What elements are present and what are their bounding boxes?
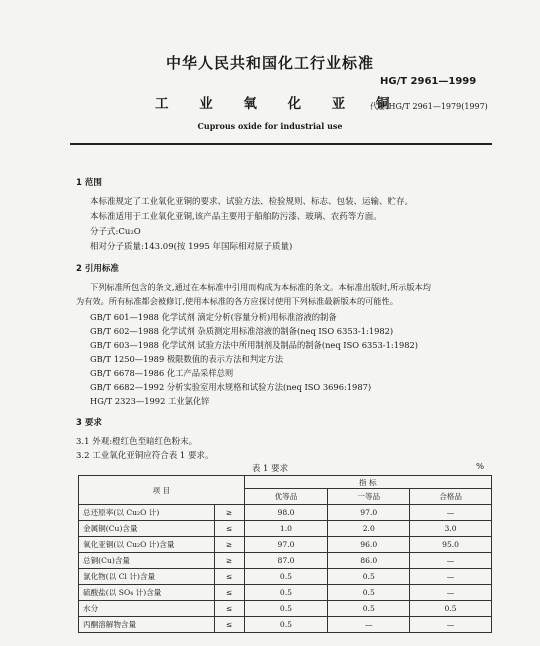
row-name: 金属铜(Cu)含量 (79, 521, 215, 537)
row-name: 氯化物(以 Cl 计)含量 (79, 569, 215, 585)
section-3-heading: 3 要求 (76, 418, 102, 428)
row-name: 硫酸盐(以 SO₄ 计)含量 (79, 585, 215, 601)
row-operator: ≤ (214, 521, 244, 537)
row-value: 97.0 (244, 537, 328, 553)
row-name: 水分 (79, 601, 215, 617)
table-header-grade: 合格品 (410, 489, 492, 505)
row-operator: ≥ (214, 553, 244, 569)
row-value: 2.0 (328, 521, 410, 537)
reference-item: GB/T 6682—1992 分析实验室用水规格和试验方法(neq ISO 3696:1987) (90, 382, 372, 392)
row-value: 0.5 (244, 585, 328, 601)
table-row (79, 585, 492, 601)
table-header-index: 指 标 (244, 476, 491, 489)
table-row (79, 553, 492, 569)
table-header-grade: 优等品 (244, 489, 328, 505)
row-value: 0.5 (328, 569, 410, 585)
row-value: 0.5 (244, 617, 328, 633)
table-caption: 表 1 要求 (251, 464, 289, 474)
row-operator: ≤ (214, 569, 244, 585)
row-name: 丙酮溶解物含量 (79, 617, 215, 633)
table-row (79, 617, 492, 633)
reference-item: GB/T 6678—1986 化工产品采样总则 (90, 368, 234, 378)
section-1-line: 分子式:Cu₂O (90, 227, 141, 237)
section-1-line: 本标准规定了工业氧化亚铜的要求、试验方法、检验规则、标志、包装、运输、贮存。 (90, 197, 414, 207)
row-value: 3.0 (410, 521, 492, 537)
table-row (79, 521, 492, 537)
row-operator: ≤ (214, 617, 244, 633)
section-1-heading: 1 范围 (76, 178, 102, 188)
table-header-grade: 一等品 (328, 489, 410, 505)
national-standard-title: 中华人民共和国化工行业标准 (165, 54, 374, 72)
row-value: 97.0 (328, 505, 410, 521)
row-name: 总还原率(以 Cu₂O 计) (79, 505, 215, 521)
row-value: 86.0 (328, 553, 410, 569)
row-value: — (410, 617, 492, 633)
row-value: 0.5 (328, 585, 410, 601)
table-unit: % (476, 462, 485, 472)
row-value: — (328, 617, 410, 633)
row-operator: ≤ (214, 601, 244, 617)
section-2-heading: 2 引用标准 (76, 264, 119, 274)
row-value: 0.5 (244, 601, 328, 617)
reference-item: GB/T 601—1988 化学试剂 滴定分析(容量分析)用标准溶液的制备 (90, 312, 337, 322)
document-title: 工 业 氧 化 亚 铜 (155, 96, 403, 112)
table-header-item: 项 目 (79, 476, 245, 505)
row-value: — (410, 553, 492, 569)
english-title: Cuprous oxide for industrial use (197, 121, 343, 131)
section-1-line: 本标准适用于工业氧化亚铜,该产品主要用于船舶防污漆、玻璃、农药等方面。 (90, 212, 382, 222)
reference-item: GB/T 603—1988 化学试剂 试验方法中所用制剂及制品的制备(neq ISO 6353-1:1982) (90, 340, 419, 350)
table-row (79, 569, 492, 585)
requirements-table (78, 475, 492, 633)
section-1-line: 相对分子质量:143.09(按 1995 年国际相对原子质量) (90, 242, 293, 252)
reference-item: GB/T 602—1988 化学试剂 杂质测定用标准溶液的制备(neq ISO 6353-1:1982) (90, 326, 394, 336)
table-row (79, 537, 492, 553)
row-value: — (410, 505, 492, 521)
row-value: 0.5 (244, 569, 328, 585)
standard-number: HG/T 2961—1999 (380, 76, 477, 87)
row-operator: ≥ (214, 537, 244, 553)
row-value: 95.0 (410, 537, 492, 553)
row-operator: ≥ (214, 505, 244, 521)
requirement-3-2: 3.2 工业氧化亚铜应符合表 1 要求。 (76, 451, 214, 461)
row-value: 98.0 (244, 505, 328, 521)
row-value: — (410, 585, 492, 601)
row-value: 0.5 (410, 601, 492, 617)
row-operator: ≤ (214, 585, 244, 601)
row-name: 总铜(Cu)含量 (79, 553, 215, 569)
requirement-3-1: 3.1 外观:橙红色至暗红色粉末。 (76, 437, 198, 447)
reference-item: GB/T 1250—1989 极限数值的表示方法和判定方法 (90, 354, 284, 364)
row-value: 87.0 (244, 553, 328, 569)
table-row (79, 505, 492, 521)
row-name: 氧化亚铜(以 Cu₂O 计)含量 (79, 537, 215, 553)
row-value: 0.5 (328, 601, 410, 617)
header-rule (70, 143, 492, 145)
section-2-intro: 为有效。所有标准都会被修订,使用本标准的各方应探讨使用下列标准最新版本的可能性。 (76, 296, 398, 306)
replaces-note: 代替 HG/T 2961—1979(1997) (370, 102, 488, 111)
section-2-intro: 下列标准所包含的条文,通过在本标准中引用而构成为本标准的条文。本标准出版时,所示版本均 (90, 282, 431, 292)
row-value: — (410, 569, 492, 585)
row-value: 96.0 (328, 537, 410, 553)
reference-item: HG/T 2323—1992 工业氯化锌 (90, 396, 210, 406)
table-row (79, 601, 492, 617)
row-value: 1.0 (244, 521, 328, 537)
